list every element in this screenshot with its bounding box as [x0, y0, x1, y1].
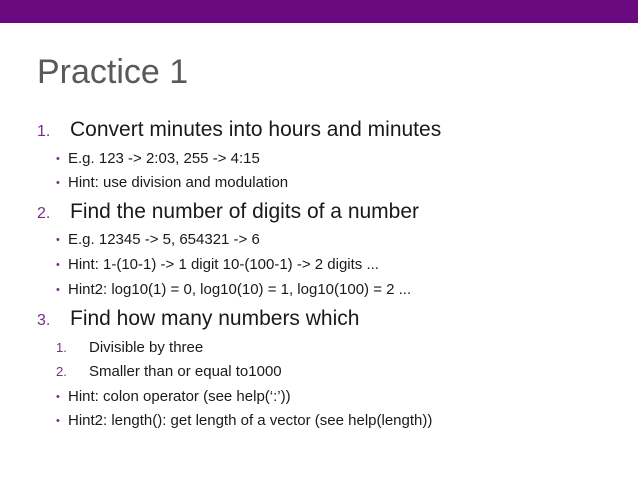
bullet-text: E.g. 123 -> 2:03, 255 -> 4:15: [68, 150, 260, 167]
sub-list-item: [56, 362, 282, 382]
list-item-3: [37, 306, 359, 334]
sub-list-item: [56, 338, 203, 358]
list-item-text: Find how many numbers which: [70, 307, 360, 330]
list-item-text: Find the number of digits of a number: [70, 200, 420, 223]
bullet-icon: •: [56, 391, 60, 403]
sub-list-text: Divisible by three: [89, 339, 204, 356]
bullet-item: [56, 149, 260, 169]
bullet-item: [56, 230, 260, 250]
bullet-item: [56, 280, 411, 300]
sub-list-number: 1.: [56, 340, 67, 355]
list-number: 1.: [37, 123, 51, 140]
bullet-item: [56, 173, 288, 193]
list-number: 2.: [37, 205, 51, 222]
bullet-text: Hint: colon operator (see help(‘:’)): [68, 388, 291, 405]
bullet-icon: •: [56, 177, 60, 189]
sub-list-text: Smaller than or equal to1000: [89, 363, 282, 380]
bullet-icon: •: [56, 153, 60, 165]
bullet-icon: •: [56, 234, 60, 246]
bullet-text: Hint2: length(): get length of a vector (see help(length)): [68, 412, 433, 429]
list-item-text: Convert minutes into hours and minutes: [70, 118, 442, 141]
bullet-text: Hint: 1-(10-1) -> 1 digit 10-(100-1) -> 2 digits ...: [68, 256, 379, 273]
bullet-item: [56, 387, 291, 407]
bullet-item: [56, 255, 379, 275]
slide-title: Practice 1: [37, 53, 189, 91]
bullet-text: E.g. 12345 -> 5, 654321 -> 6: [68, 231, 260, 248]
bullet-icon: •: [56, 259, 60, 271]
bullet-item: [56, 411, 432, 431]
list-item-1: [37, 117, 441, 145]
bullet-icon: •: [56, 284, 60, 296]
list-item-2: [37, 199, 419, 227]
bullet-icon: •: [56, 415, 60, 427]
list-number: 3.: [37, 312, 51, 329]
sub-list-number: 2.: [56, 364, 67, 379]
bullet-text: Hint2: log10(1) = 0, log10(10) = 1, log10(100) = 2 ...: [68, 281, 412, 298]
bullet-text: Hint: use division and modulation: [68, 174, 289, 191]
